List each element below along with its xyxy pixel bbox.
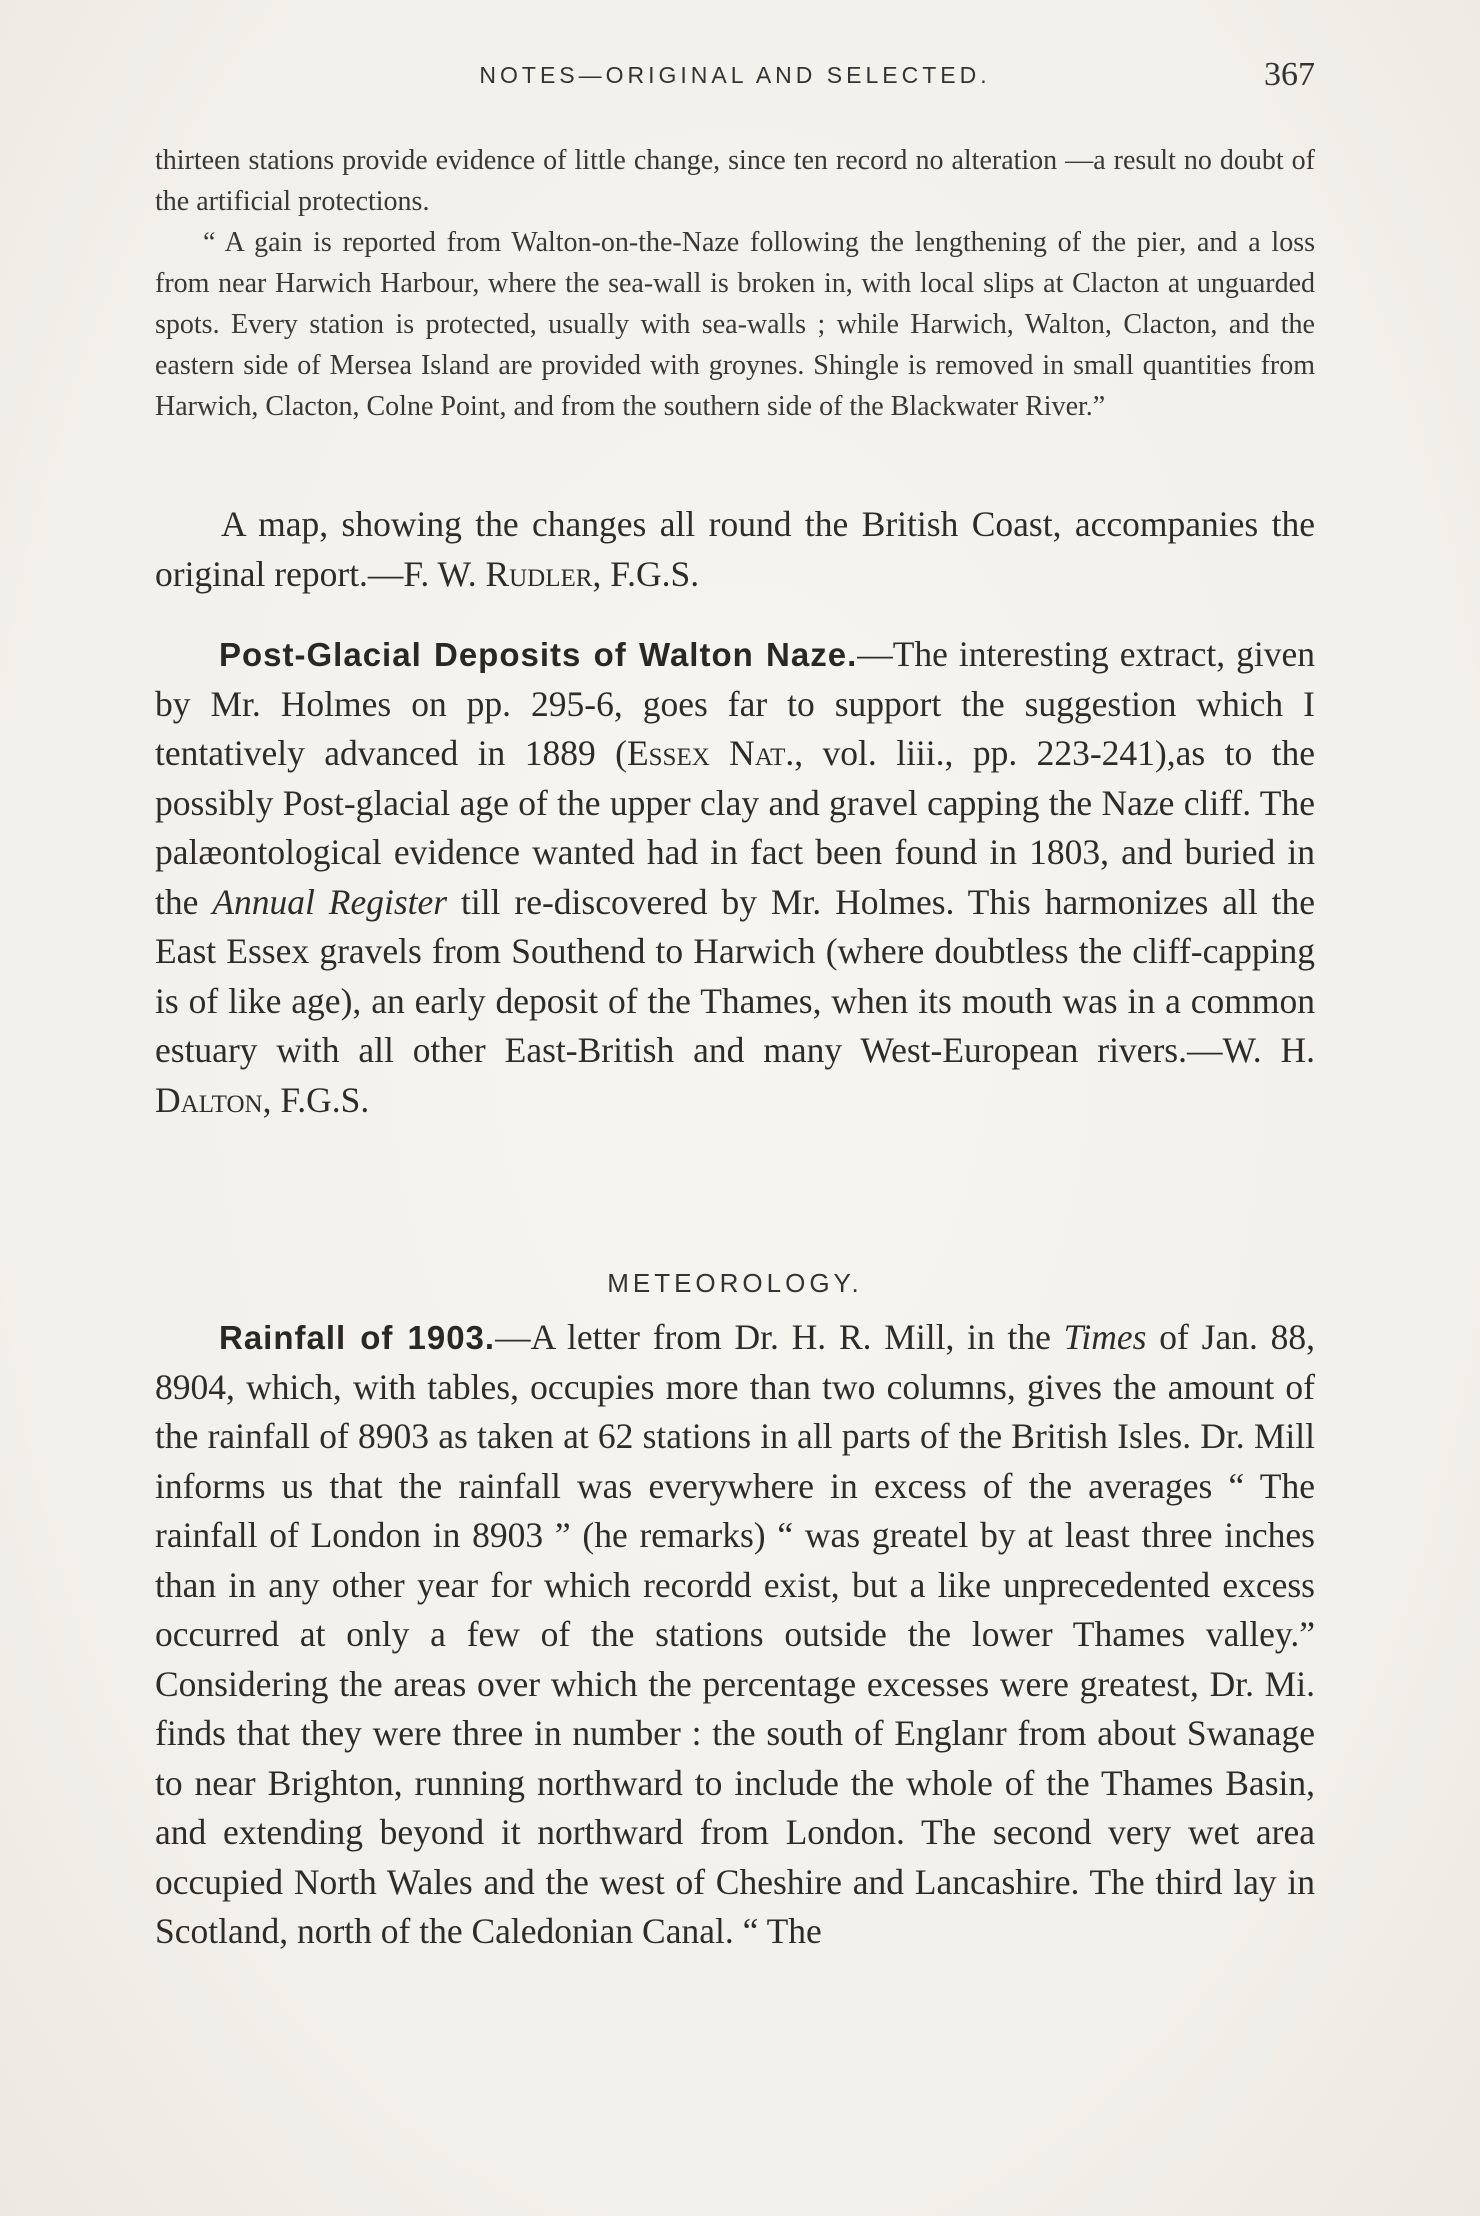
map-paragraph-text: A map, showing the changes all round the British Coast, accompanies the original report.—F. W.	[155, 504, 1315, 594]
journal-abbreviation: Essex Nat.	[626, 733, 795, 773]
article-title: Post-Glacial Deposits of Walton Naze.	[219, 636, 858, 673]
author-suffix: , F.G.S.	[262, 1079, 370, 1120]
author-name: Dalton	[155, 1079, 263, 1120]
continuation-paragraph: thirteen stations provide evidence of little change, since ten record no alteration —a result no doubt of the artificial protections.	[155, 145, 1315, 217]
walton-naze-paragraph	[155, 630, 1315, 1125]
rainfall-paragraph	[155, 1313, 1315, 1957]
quote-paragraph: “ A gain is reported from Walton-on-the-Naze following the lengthening of the pier, and a loss from near Harwich Harbour, where the sea-wall is broken in, with local slips at Clacton at unguarded spots. Every station is protected, usually with sea-walls ; while Harwich, Walton, Clacton, and the eastern side of Mersea Island are provided with groynes. Shingle is removed in small quantities from Harwich, Clacton, Colne Point, and from the southern side of the Blackwater River.”	[155, 227, 1315, 422]
paragraph-text: —A letter from Dr. H. R. Mill, in the	[495, 1317, 1051, 1357]
paragraph-text: , vol. liii., pp. 223-241),as to the possibly Post-glacial age of the upper clay and gravel capping the Naze cliff. The palæontological evidence wanted had in fact been found in 1803, and buried in the	[155, 733, 1316, 922]
map-paragraph	[155, 500, 1315, 599]
paragraph-text: till re-discovered by Mr. Holmes. This harmonizes all the East Essex gravels from Southend to Harwich (where doubtless the cliff-capping is of like age), an early deposit of the Thames, when its mouth was in a common estuary with all other East-British and many West-European rivers.—W. H.	[155, 881, 1316, 1070]
section-heading: METEOROLOGY.	[607, 1268, 863, 1298]
italic-title: Times	[1063, 1317, 1147, 1357]
article-title: Rainfall of 1903.	[219, 1319, 496, 1356]
paragraph-text: of Jan. 88, 8904, which, with tables, occupies more than two columns, gives the amount of the rainfall of 8903 as taken at 62 stations in all parts of the British Isles. Dr. Mill informs us that the rainfall was everywhere in excess of the averages “ The rainfall of London in 8903 ” (he remarks) “ was greatel by at least three inches than in any other year for which recordd exist, but a like unprecedented excess occurred at only a few of the stations outside the lower Thames valley.” Considering the areas over which the percentage excesses were greatest, Dr. Mi. finds that they were three in number : the south of Englanr from about Swanage to near Brighton, running northward to include the whole of the Thames Basin, and extending beyond it northward from London. The second very wet area occupied North Wales and the west of Cheshire and Lancashire. The third lay in Scotland, north of the Caledonian Canal. “ The	[155, 1317, 1315, 1951]
page-number: 367	[1264, 56, 1315, 93]
italic-title: Annual Register	[212, 881, 448, 922]
author-name: Rudler	[485, 553, 593, 594]
running-head: NOTES—ORIGINAL AND SELECTED.	[479, 62, 991, 88]
quoted-report-block	[155, 140, 1315, 427]
page-header	[155, 56, 1315, 96]
paragraph-text: —The interesting extract, given by Mr. Holmes on pp. 295-6, goes far to support the suggestion which I tentatively advanced in 1889 (	[155, 634, 1316, 773]
author-suffix: , F.G.S.	[592, 553, 700, 594]
